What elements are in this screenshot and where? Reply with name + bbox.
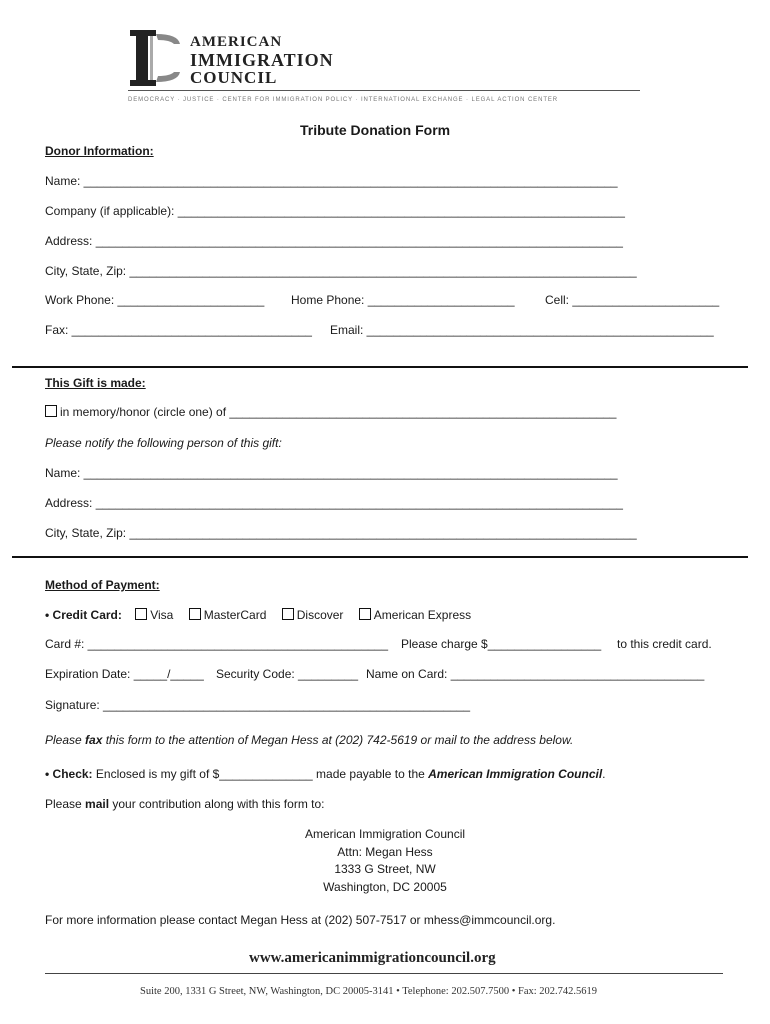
discover-label: Discover xyxy=(296,608,344,622)
credit-card-label: • Credit Card: xyxy=(45,608,122,622)
memory-honor-field[interactable]: in memory/honor (circle one) of __________________________________________________________ xyxy=(60,405,617,419)
logo-line-council: COUNCIL xyxy=(190,68,278,87)
fax-instruction: Please fax this form to the attention of Megan Hess at (202) 742-5619 or mail to the address below. xyxy=(45,733,574,747)
page-title: Tribute Donation Form xyxy=(300,122,451,138)
donor-address-field[interactable]: Address: _______________________________________________________________________________ xyxy=(45,234,623,248)
gift-heading: This Gift is made: xyxy=(45,376,146,390)
donor-city-field[interactable]: City, State, Zip: ____________________________________________________________________________ xyxy=(45,264,637,278)
notify-instruction: Please notify the following person of this gift: xyxy=(45,436,282,450)
amex-checkbox[interactable] xyxy=(359,608,371,620)
payment-heading: Method of Payment: xyxy=(45,578,160,592)
logo-line-immigration: IMMIGRATION xyxy=(190,50,334,70)
email-field[interactable]: Email: ____________________________________________________ xyxy=(330,323,714,337)
footer-address: Suite 200, 1331 G Street, NW, Washington, DC 20005-3141 • Telephone: 202.507.7500 • Fax: 202.742.5619 xyxy=(140,986,598,997)
fax-field[interactable]: Fax: ____________________________________ xyxy=(45,323,312,337)
footer-rule xyxy=(45,973,723,974)
section-divider-1 xyxy=(12,366,748,368)
memory-checkbox[interactable] xyxy=(45,405,57,417)
work-phone-field[interactable]: Work Phone: ______________________ xyxy=(45,293,265,307)
amex-label: American Express xyxy=(373,608,472,622)
charge-amount-field[interactable]: Please charge $_________________ xyxy=(401,637,602,651)
credit-card-row xyxy=(45,607,471,623)
expiration-field[interactable]: Expiration Date: _____/_____ xyxy=(45,667,204,681)
check-label: • Check: xyxy=(45,767,93,781)
check-payee: American Immigration Council xyxy=(428,767,603,781)
check-row: • Check: Enclosed is my gift of $______________ made payable to the American Immigration Council. xyxy=(45,767,606,781)
visa-label: Visa xyxy=(150,608,174,622)
charge-suffix: to this credit card. xyxy=(617,637,712,651)
address-city: Washington, DC 20005 xyxy=(323,879,447,894)
donor-name-field[interactable]: Name: ________________________________________________________________________________ xyxy=(45,174,618,188)
name-on-card-field[interactable]: Name on Card: ______________________________________ xyxy=(366,667,705,681)
donor-company-field[interactable]: Company (if applicable): ___________________________________________________________________ xyxy=(45,204,625,218)
visa-checkbox[interactable] xyxy=(135,608,147,620)
mastercard-checkbox[interactable] xyxy=(189,608,201,620)
section-divider-2 xyxy=(12,556,748,558)
logo-mark-icon xyxy=(128,30,184,88)
notify-address-field[interactable]: Address: _______________________________________________________________________________ xyxy=(45,496,623,510)
donor-heading: Donor Information: xyxy=(45,144,154,158)
security-code-field[interactable]: Security Code: _________ xyxy=(216,667,359,681)
contact-info: For more information please contact Megan Hess at (202) 507-7517 or mhess@immcouncil.org. xyxy=(45,913,556,927)
notify-city-field[interactable]: City, State, Zip: ____________________________________________________________________________ xyxy=(45,526,637,540)
mastercard-label: MasterCard xyxy=(203,608,267,622)
address-org: American Immigration Council xyxy=(304,827,466,841)
home-phone-field[interactable]: Home Phone: ______________________ xyxy=(291,293,515,307)
logo-line-american: AMERICAN xyxy=(190,34,283,50)
address-attn: Attn: Megan Hess xyxy=(337,844,433,859)
logo xyxy=(128,28,648,108)
logo-tagline: DEMOCRACY · JUSTICE · CENTER FOR IMMIGRATION POLICY · INTERNATIONAL EXCHANGE · LEGAL ACTION CENTER xyxy=(128,97,559,103)
card-number-field[interactable]: Card #: _____________________________________________ xyxy=(45,637,389,651)
check-amount-field[interactable]: Enclosed is my gift of $______________ made payable to the xyxy=(92,767,429,781)
signature-field[interactable]: Signature: _______________________________________________________ xyxy=(45,698,471,712)
mail-instruction: Please mail your contribution along with this form to: xyxy=(45,797,325,811)
mailing-address xyxy=(235,826,535,896)
discover-checkbox[interactable] xyxy=(282,608,294,620)
memory-honor-row xyxy=(45,404,616,420)
logo-rule xyxy=(128,90,640,91)
notify-name-field[interactable]: Name: ________________________________________________________________________________ xyxy=(45,466,618,480)
address-street: 1333 G Street, NW xyxy=(334,862,436,876)
footer-url[interactable]: www.americanimmigrationcouncil.org xyxy=(249,950,496,966)
cell-field[interactable]: Cell: ______________________ xyxy=(545,293,720,307)
